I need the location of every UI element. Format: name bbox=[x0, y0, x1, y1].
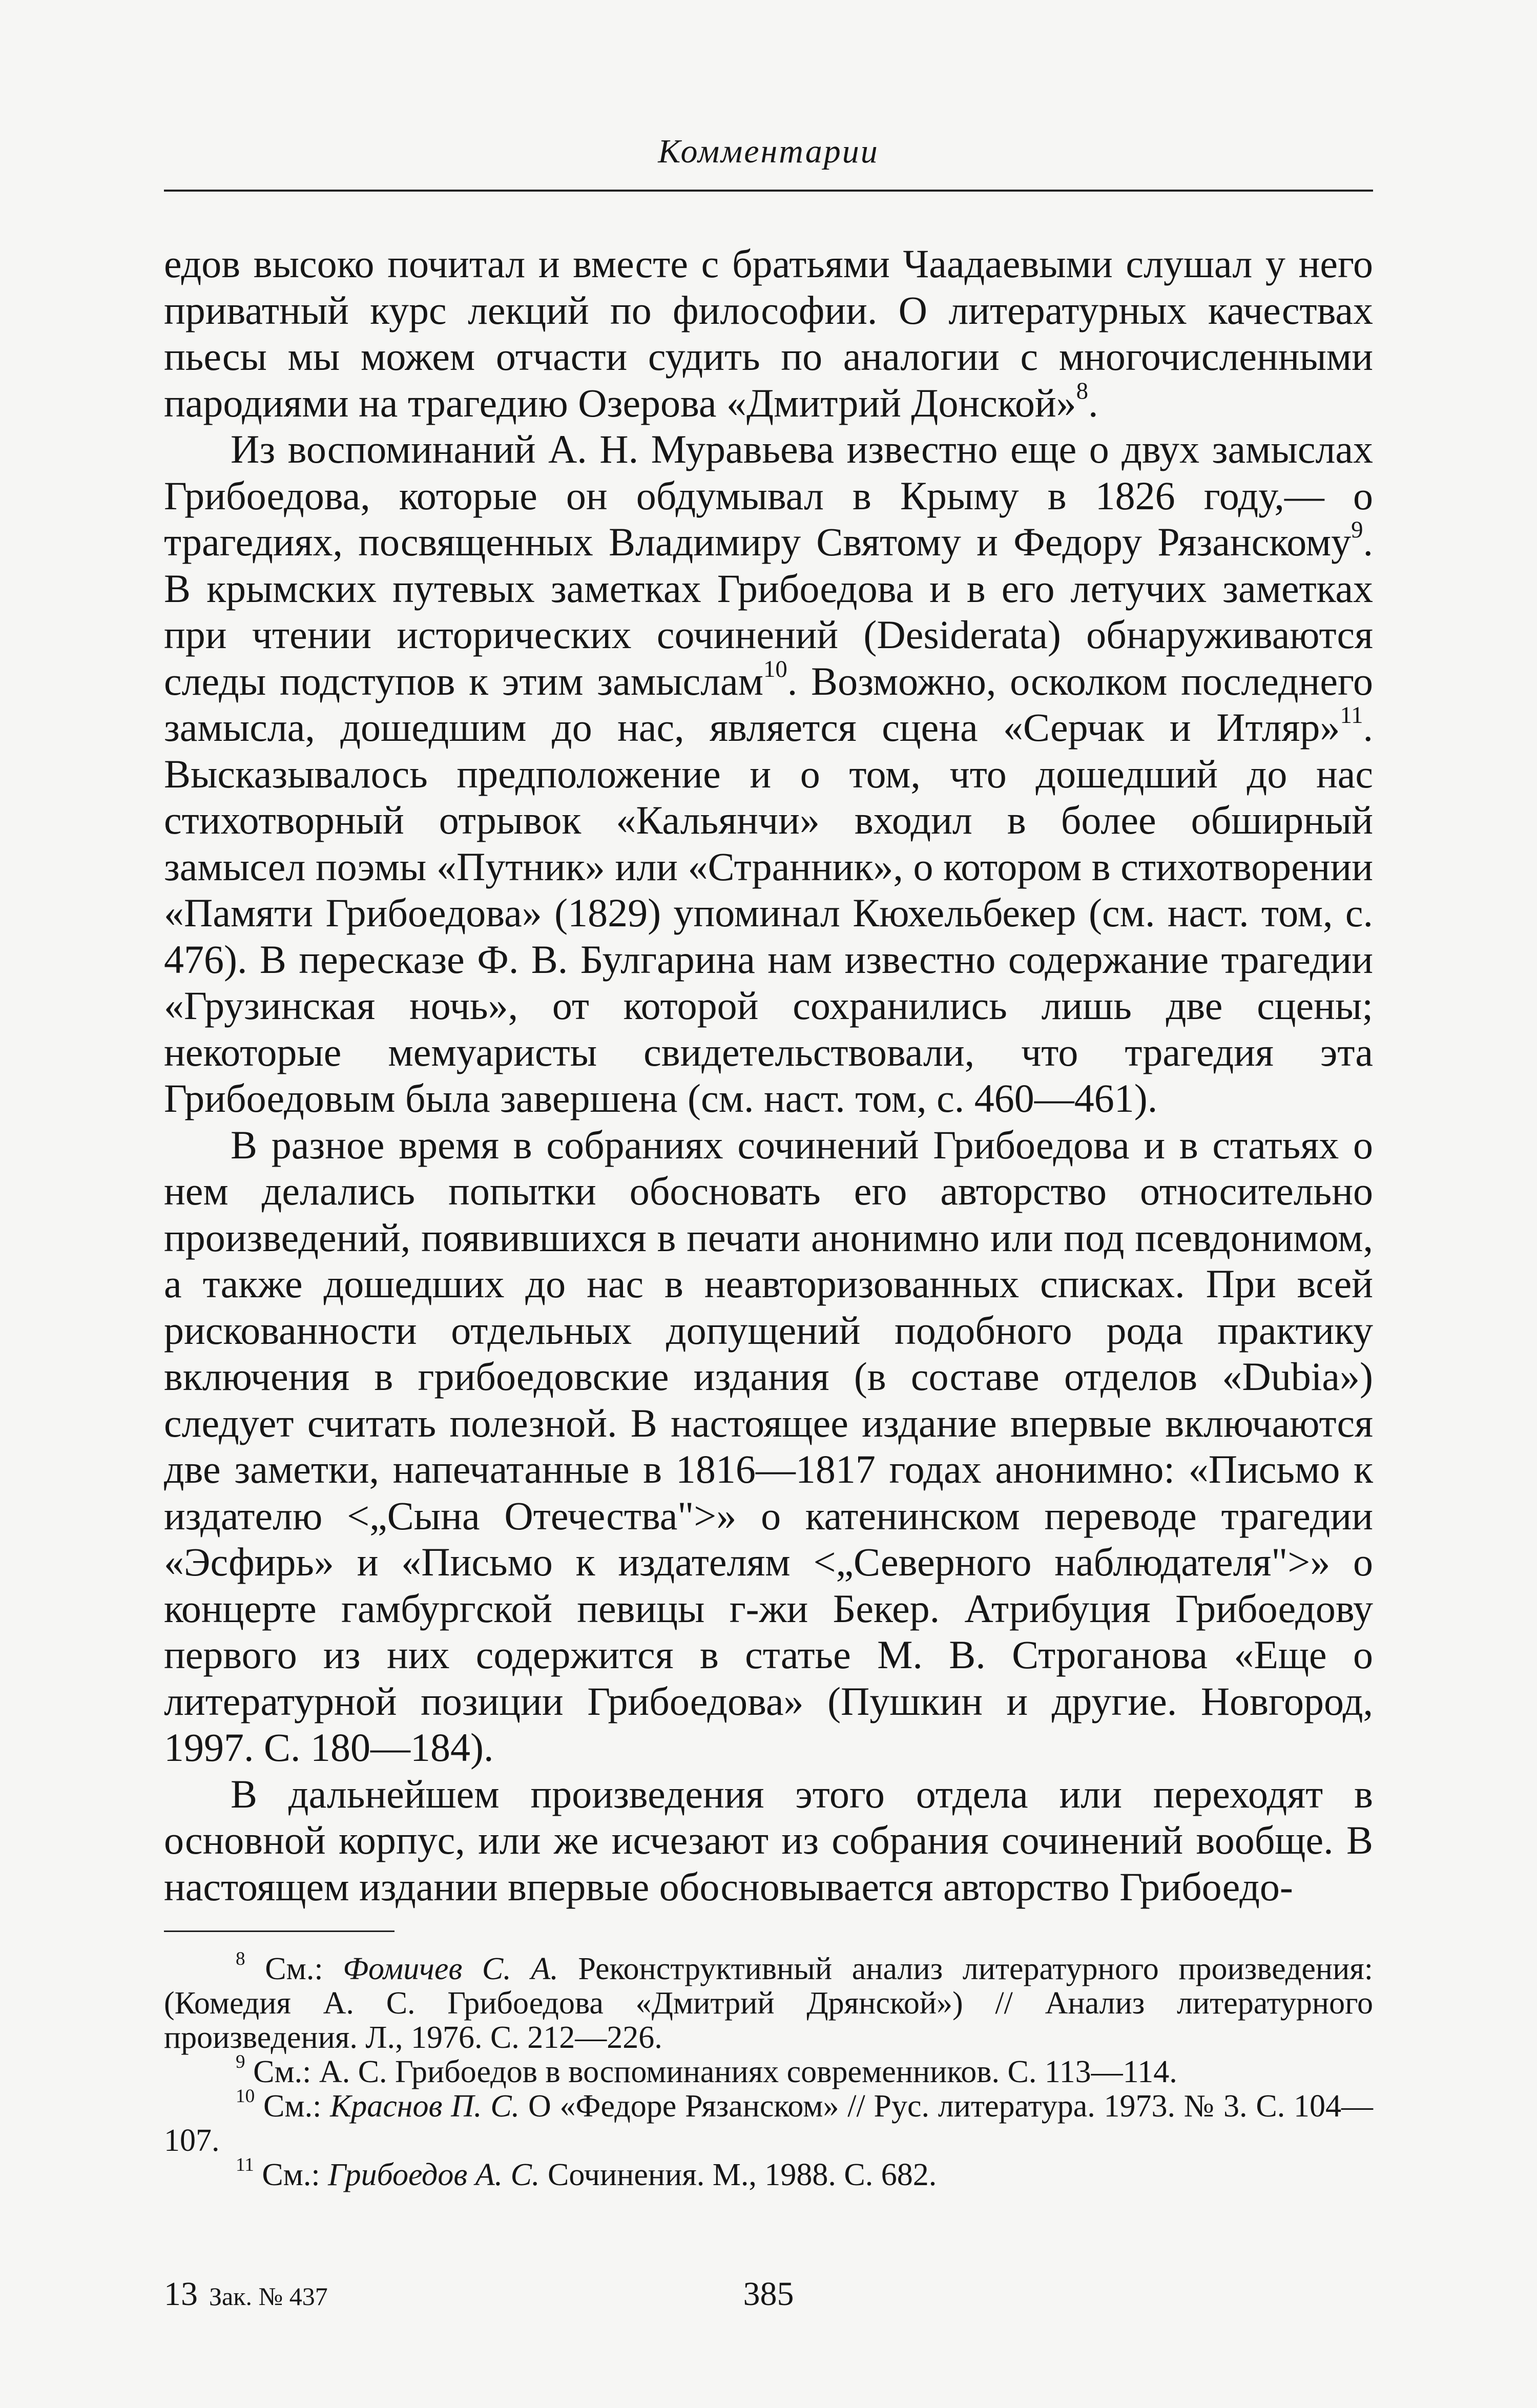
page-number: 385 bbox=[743, 2275, 794, 2313]
paragraph bbox=[164, 426, 1373, 1122]
paragraph bbox=[164, 241, 1373, 426]
footnote-number: 10 bbox=[236, 2086, 255, 2107]
paragraph-text: Из воспоминаний А. Н. Муравьева известно еще о двух замыслах Грибоедова, которые он обдумывал в Крыму в 1826 году,— о трагедиях, посвященных Владимиру Святому и Федору Рязанскому bbox=[164, 427, 1373, 564]
footnote-ref: 9 bbox=[1351, 516, 1363, 543]
footnote-separator bbox=[164, 1930, 394, 1932]
footnote bbox=[164, 1948, 1374, 2055]
paragraph: В дальнейшем произведения этого отдела или переходят в основной корпус, или же исчезают из собрания сочинений вообще. В настоящем издании впервые обосновывается авторство Грибоедо- bbox=[164, 1771, 1373, 1909]
paragraph-text: едов высоко почитал и вместе с братьями Чаадаевыми слушал у него приватный курс лекций по философии. О литературных качествах пьесы мы можем отчасти судить по аналогии с многочисленными пародиями на трагедию Озерова «Дмитрий Донской» bbox=[164, 241, 1373, 425]
footnote-author: Краснов П. С. bbox=[330, 2089, 520, 2124]
footnote-number: 8 bbox=[236, 1948, 245, 1970]
paragraph-text: . В крымских путевых заметках Грибоедова и в его летучих заметках при чтении исторических сочинений (Desiderata) обнаруживаются следы подступов к этим замыслам bbox=[164, 520, 1373, 703]
signature-number: 13 bbox=[164, 2275, 198, 2313]
paragraph-text: . bbox=[1088, 380, 1098, 425]
footnote bbox=[164, 2051, 1373, 2089]
footnote-author: Фомичев С. А. bbox=[343, 1952, 558, 1986]
footnote-text: Сочинения. М., 1988. С. 682. bbox=[539, 2157, 937, 2192]
footnote-text: Реконструктивный анализ литературного произведения: (Комедия А. С. Грибоедова «Дмитрий Дрянской») // Анализ литературного произведения. Л., 1976. С. 212—226. bbox=[164, 1952, 1374, 2055]
footnote-lead: См.: bbox=[263, 2089, 330, 2124]
footnote-author: Грибоедов А. С. bbox=[328, 2157, 540, 2192]
paragraph: В разное время в собраниях сочинений Грибоедова и в статьях о нем делались попытки обосновать его авторство относительно произведений, появившихся в печати анонимно или под псевдонимом, а также дошедших до нас в неавторизованных списках. При всей рискованности отдельных допущений подобного рода практику включения в грибоедовские издания (в составе отделов «Dubia») следует считать полезной. В настоящее издание впервые включаются две заметки, напечатанные в 1816—1817 годах анонимно: «Письмо к издателю <„Сына Отечества">» о катенинском переводе трагедии «Эсфирь» и «Письмо к издателям <„Северного наблюдателя">» о концерте гамбургской певицы г-жи Бекер. Атрибуция Грибоедову первого из них содержится в статье М. В. Строганова «Еще о литературной позиции Грибоедова» (Пушкин и другие. Новгород, 1997. С. 180—184). bbox=[164, 1122, 1373, 1770]
running-title: Комментарии bbox=[658, 133, 879, 170]
footnote-text: А. С. Грибоедов в воспоминаниях современников. С. 113—114. bbox=[319, 2054, 1177, 2089]
footnote-ref: 11 bbox=[1340, 701, 1363, 729]
order-label: Зак. № 437 bbox=[209, 2282, 328, 2311]
footnote-number: 11 bbox=[236, 2154, 254, 2176]
footnotes bbox=[164, 1948, 1374, 2192]
footnote-number: 9 bbox=[236, 2051, 245, 2073]
footnote-lead: См.: bbox=[253, 2054, 319, 2089]
paragraph-text: . Возможно, осколком последнего замысла, дошедшим до нас, является сцена «Серчак и Итляр» bbox=[164, 658, 1373, 750]
paragraph-text: . Высказывалось предположение и о том, что дошедший до нас стихотворный отрывок «Кальянчи» входил в более обширный замысел поэмы «Путник» или «Странник», о котором в стихотворении «Памяти Грибоедова» (1829) упоминал Кюхельбекер (см. наст. том, с. 476). В пересказе Ф. В. Булгарина нам известно содержание трагедии «Грузинская ночь», от которой сохранились лишь две сцены; некоторые мемуаристы свидетельствовали, что трагедия эта Грибоедовым была завершена (см. наст. том, с. 460—461). bbox=[164, 705, 1373, 1120]
footnote bbox=[164, 2154, 1373, 2192]
footnote-ref: 10 bbox=[763, 655, 787, 682]
header-rule bbox=[164, 190, 1373, 192]
page-footer bbox=[164, 2275, 1373, 2321]
footnote-text: О «Федоре Рязанском» // Рус. литература. 1973. № 3. С. 104—107. bbox=[164, 2089, 1373, 2158]
footnote-ref: 8 bbox=[1076, 377, 1088, 404]
footnote-lead: См.: bbox=[262, 2157, 328, 2192]
footnote bbox=[164, 2086, 1373, 2158]
main-text bbox=[164, 241, 1373, 1910]
footnote-lead: См.: bbox=[265, 1952, 343, 1986]
